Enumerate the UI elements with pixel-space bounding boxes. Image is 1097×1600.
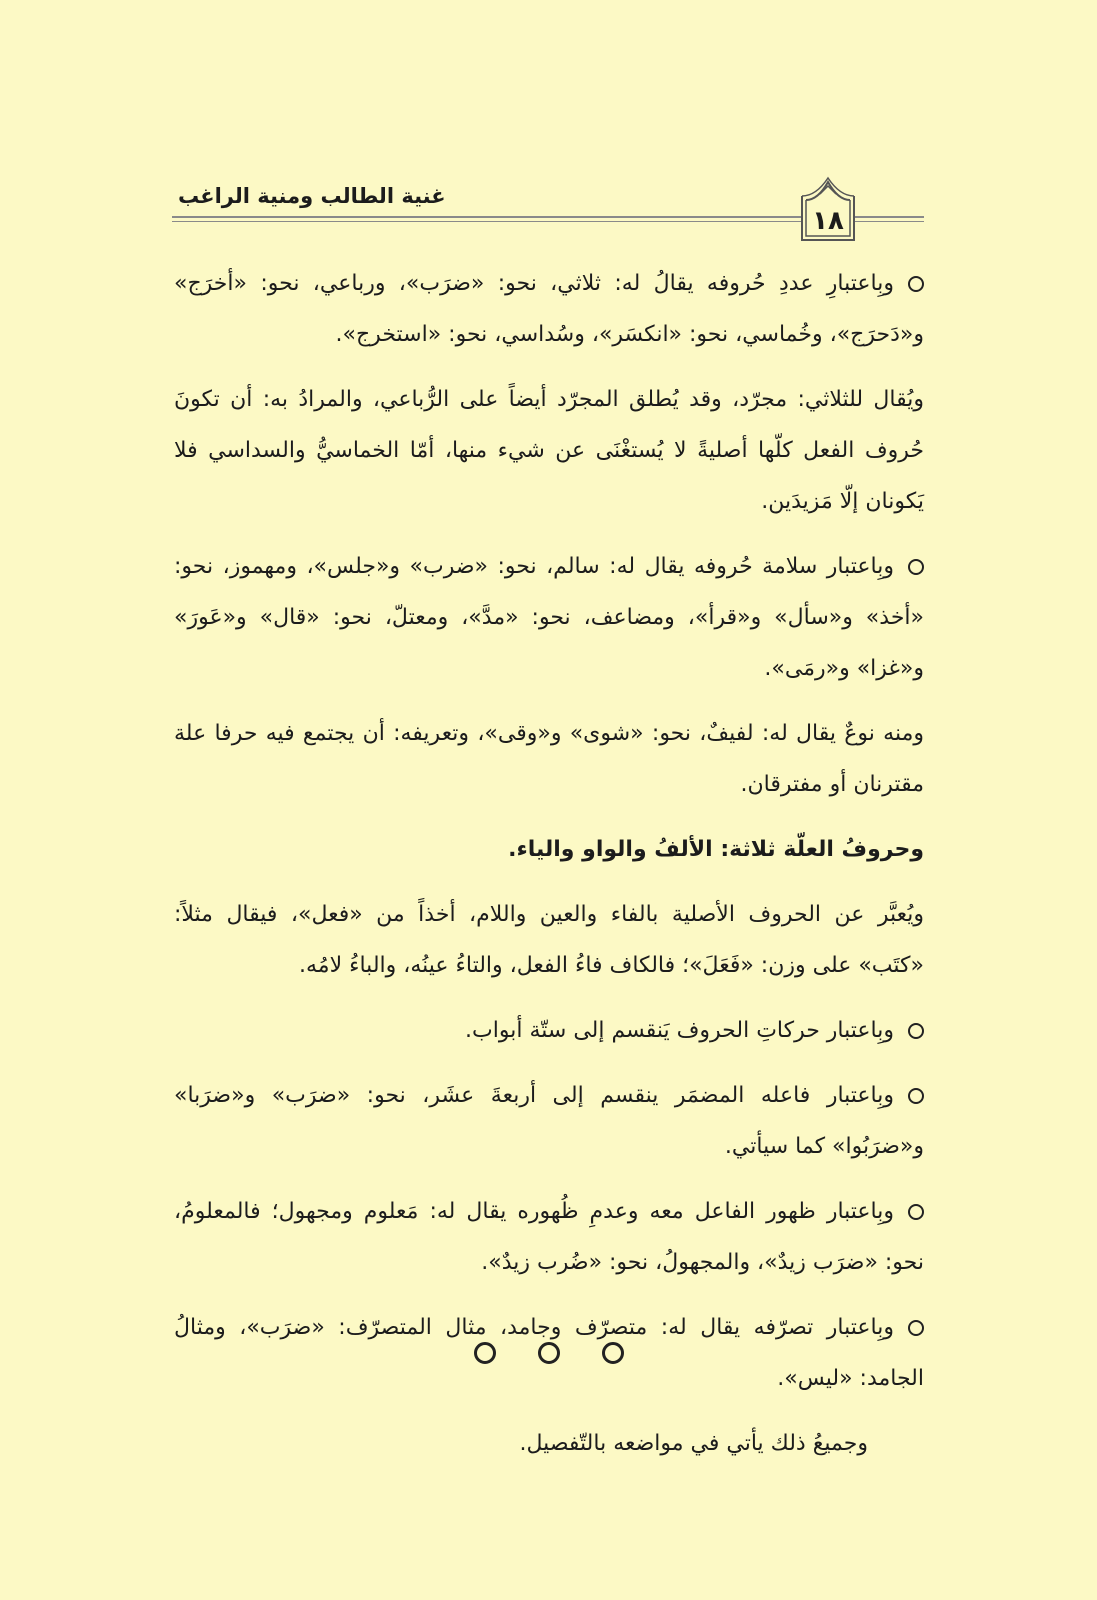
page-body: [174, 258, 924, 1483]
paragraph-text: وبِاعتبارِ عددِ حُروفه يقالُ له: ثلاثي، نحو: «ضرَب»، ورباعي، نحو: «أخرَج» و«دَحرَج»، وخُماسي، نحو: «انكسَر»، وسُداسي، نحو: «استخرج».: [174, 271, 924, 347]
paragraph-text: وجميعُ ذلك يأتي في مواضعه بالتّفصيل.: [519, 1431, 868, 1456]
section-end-ornament: [0, 1342, 1097, 1364]
paragraph: [174, 889, 924, 991]
circle-icon: [602, 1342, 624, 1364]
paragraph-text: وبِاعتبار حركاتِ الحروف يَنقسم إلى ستّة أبواب.: [465, 1018, 894, 1043]
paragraph: [174, 1005, 924, 1056]
paragraph-text: ومنه نوعٌ يقال له: لفيفٌ، نحو: «شوى» و«وقى»، وتعريفه: أن يجتمع فيه حرفا علة مقترنان أو مفترقان.: [174, 721, 924, 797]
paragraph-text: وبِاعتبار فاعله المضمَر ينقسم إلى أربعةَ عشَر، نحو: «ضرَب» و«ضرَبا» و«ضرَبُوا» كما سيأتي.: [174, 1083, 924, 1159]
bullet-circle-icon: [908, 1204, 924, 1220]
paragraph-text: ويُعبَّر عن الحروف الأصلية بالفاء والعين واللام، أخذاً من «فعل»، فيقال مثلاً: «كتَب» على وزن: «فَعَلَ»؛ فالكاف فاءُ الفعل، والتاءُ عينُه، والباءُ لامُه.: [174, 902, 924, 978]
bullet-circle-icon: [908, 276, 924, 292]
paragraph: [174, 824, 924, 875]
paragraph: [174, 541, 924, 694]
paragraph-text: وحروفُ العلّة ثلاثة: الألفُ والواو والياء.: [508, 837, 924, 862]
book-title: غنية الطالب ومنية الراغب: [178, 184, 446, 208]
paragraph-text: وبِاعتبار سلامة حُروفه يقال له: سالم، نحو: «ضرب» و«جلس»، ومهموز، نحو: «أخذ» و«سأل» و«قرأ»، ومضاعف، نحو: «مدَّ»، ومعتلّ، نحو: «قال» و«عَورَ» و«غزا» و«رمَى».: [174, 554, 924, 681]
bullet-circle-icon: [908, 1023, 924, 1039]
page-header: [172, 172, 924, 252]
circle-icon: [474, 1342, 496, 1364]
paragraph-text: وبِاعتبار تصرّفه يقال له: متصرّف وجامد، مثال المتصرّف: «ضرَب»، ومثالُ الجامد: «ليس».: [174, 1315, 924, 1391]
paragraph: [174, 708, 924, 810]
paragraph-text: ويُقال للثلاثي: مجرّد، وقد يُطلق المجرّد أيضاً على الرُّباعي، والمرادُ به: أن تكونَ حُروف الفعل كلّها أصليةً لا يُستغْنَى عن شيء منها، أمّا الخماسيُّ والسداسي فلا يَكونان إلّا مَزيدَين.: [174, 387, 924, 514]
page-number-badge: [800, 176, 856, 244]
paragraph: [174, 374, 924, 527]
paragraph: [174, 1418, 924, 1469]
page-number: ١٨: [812, 206, 844, 236]
paragraph: [174, 1070, 924, 1172]
paragraph: [174, 258, 924, 360]
bullet-circle-icon: [908, 1088, 924, 1104]
paragraph: [174, 1186, 924, 1288]
paragraph-text: وبِاعتبار ظهور الفاعل معه وعدمِ ظُهوره يقال له: مَعلوم ومجهول؛ فالمعلومُ، نحو: «ضرَب زيدٌ»، والمجهولُ، نحو: «ضُرب زيدٌ».: [174, 1199, 924, 1275]
bullet-circle-icon: [908, 1320, 924, 1336]
circle-icon: [538, 1342, 560, 1364]
bullet-circle-icon: [908, 559, 924, 575]
